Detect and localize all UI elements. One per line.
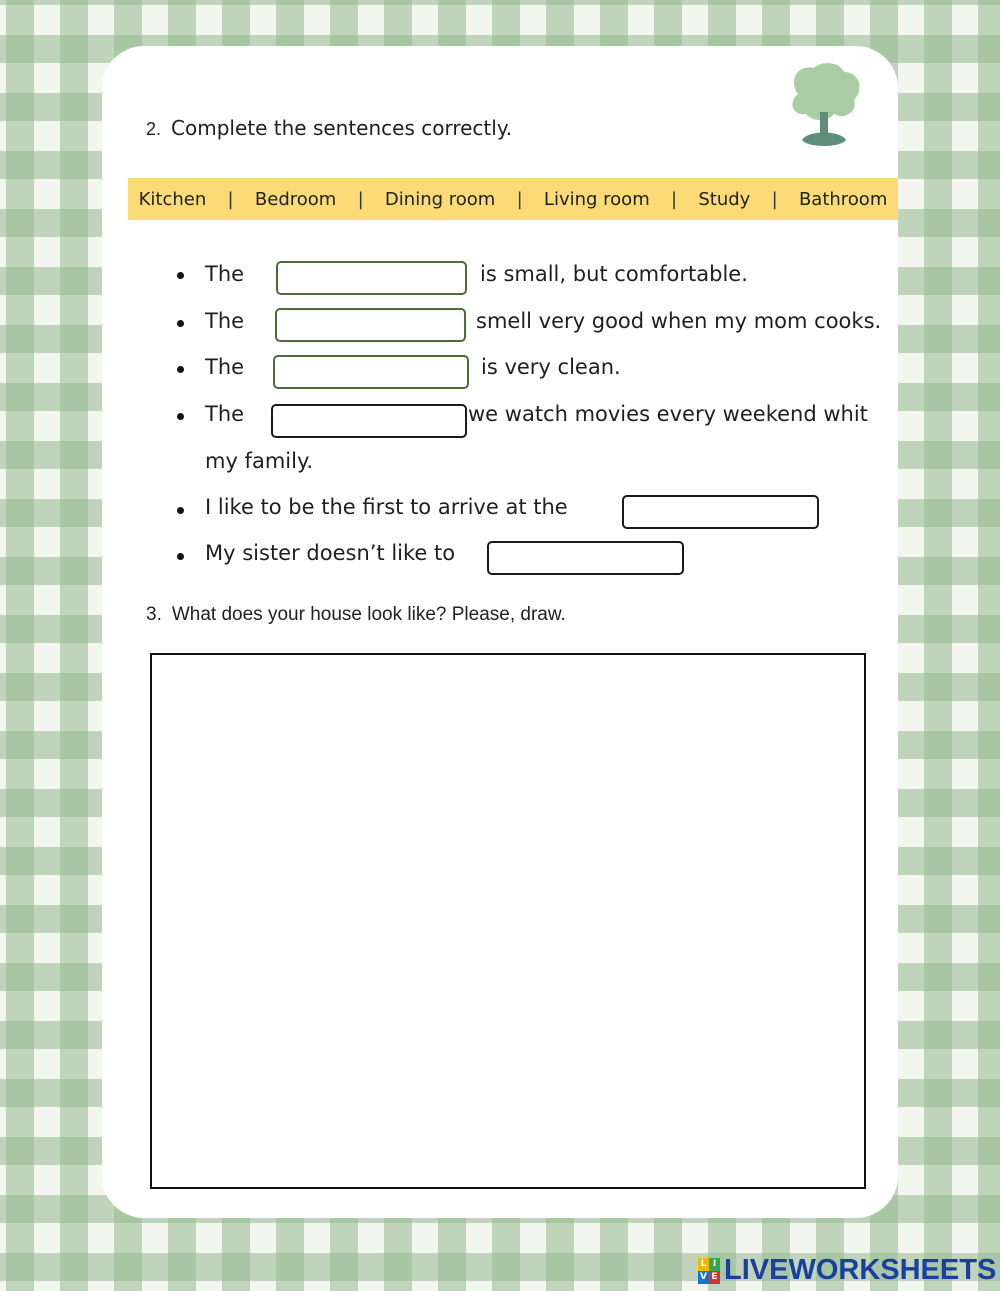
section-2-number: 2. — [146, 119, 162, 139]
answer-blank-2[interactable] — [275, 308, 466, 342]
logo-letter: E — [709, 1271, 720, 1284]
sentence-3-start: The — [205, 355, 245, 379]
word-bank — [128, 178, 898, 220]
bullet-icon — [177, 272, 184, 279]
liveworksheets-logo-icon — [698, 1258, 720, 1284]
section-2-instruction: Complete the sentences correctly. — [171, 116, 513, 140]
word-bank-item: Kitchen — [138, 188, 207, 210]
bullet-icon — [177, 413, 184, 420]
sentence-6-start: My sister doesn’t like to — [205, 541, 456, 565]
word-bank-item: Bathroom — [798, 188, 888, 210]
word-bank-separator: | — [357, 188, 364, 210]
bullet-icon — [177, 366, 184, 373]
word-bank-separator: | — [671, 188, 678, 210]
answer-blank-3[interactable] — [273, 355, 469, 389]
section-3-number: 3. — [146, 604, 162, 625]
word-bank-item: Dining room — [384, 188, 496, 210]
answer-blank-6[interactable] — [487, 541, 684, 575]
word-bank-separator: | — [516, 188, 523, 210]
sentence-4-end: we watch movies every weekend whit — [468, 402, 868, 426]
sentence-3-end: is very clean. — [481, 355, 621, 379]
bullet-icon — [177, 320, 184, 327]
drawing-area[interactable] — [150, 653, 866, 1189]
section-3-question: What does your house look like? Please, draw. — [171, 604, 566, 625]
word-bank-separator: | — [227, 188, 234, 210]
tree-icon — [784, 60, 864, 156]
sentence-2-start: The — [205, 309, 245, 333]
word-bank-item: Study — [698, 188, 751, 210]
answer-blank-1[interactable] — [276, 261, 467, 295]
sentence-2-end: smell very good when my mom cooks. — [476, 309, 882, 333]
logo-letter: I — [709, 1258, 720, 1271]
logo-letter: L — [698, 1258, 709, 1271]
sentence-4-continuation: my family. — [205, 449, 314, 473]
bullet-icon — [177, 507, 184, 514]
word-bank-separator: | — [771, 188, 778, 210]
section-2-heading — [146, 116, 512, 140]
brand-name: LIVEWORKSHEETS — [724, 1254, 997, 1286]
logo-letter: V — [698, 1271, 709, 1284]
sentence-1-end: is small, but comfortable. — [480, 262, 748, 286]
answer-blank-4[interactable] — [271, 404, 467, 438]
section-3-heading — [146, 604, 566, 626]
word-bank-item: Bedroom — [254, 188, 337, 210]
sentence-4-start: The — [205, 402, 245, 426]
word-bank-item: Living room — [543, 188, 650, 210]
sentence-1-start: The — [205, 262, 245, 286]
sentence-5-start: I like to be the first to arrive at the — [205, 495, 568, 519]
bullet-icon — [177, 553, 184, 560]
liveworksheets-brand — [698, 1254, 996, 1287]
answer-blank-5[interactable] — [622, 495, 819, 529]
